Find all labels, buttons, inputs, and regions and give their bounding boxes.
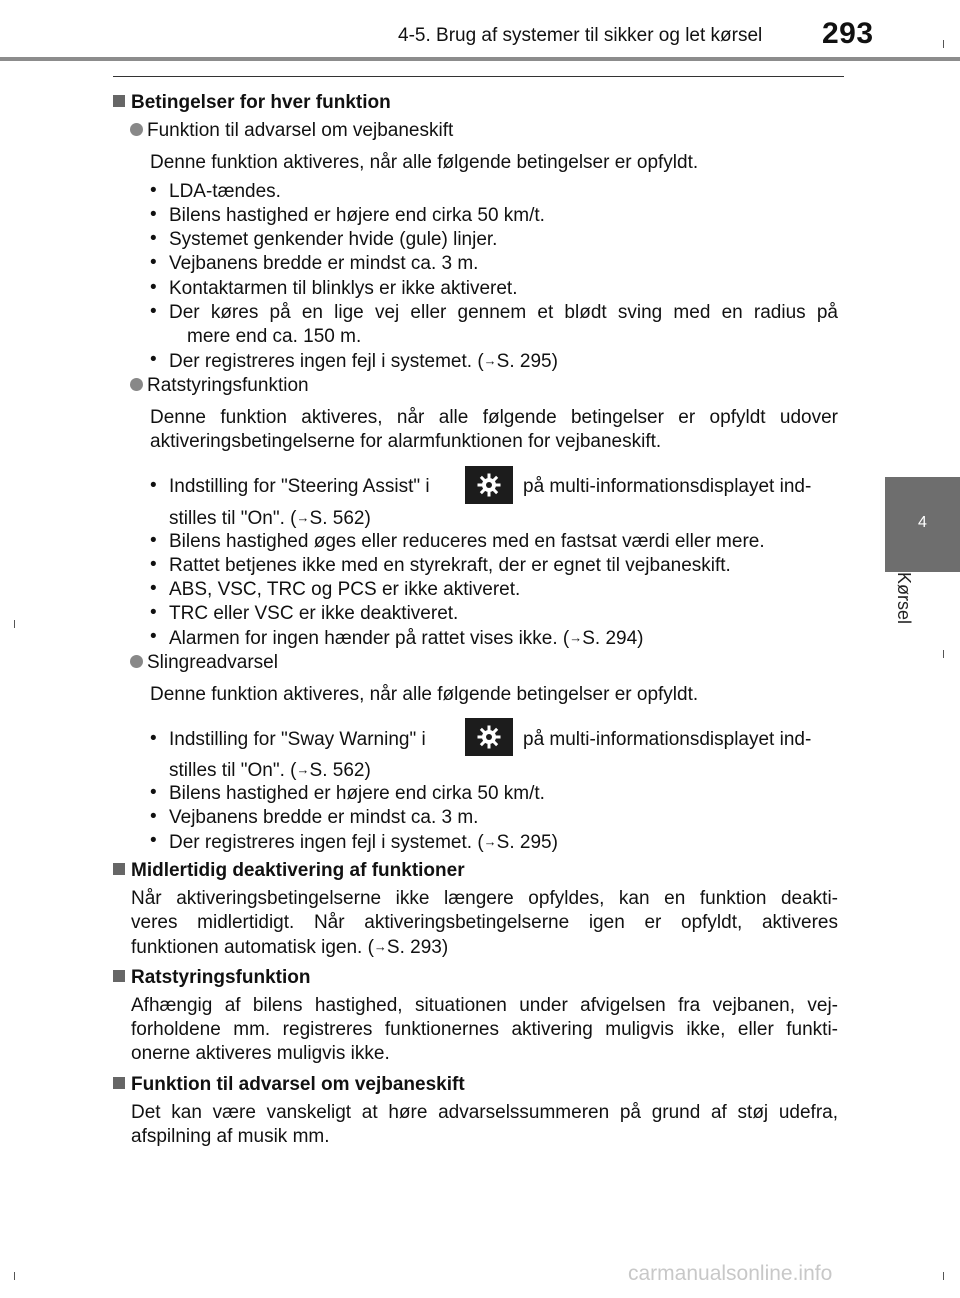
bullet: •: [150, 578, 157, 599]
heading-conditions: [113, 91, 391, 115]
chapter-label: [893, 572, 923, 652]
list-item-text: Indstilling for "Steering Assist" i: [169, 476, 430, 497]
list-item: LDA-tændes.: [169, 181, 281, 202]
list-item: Systemet genkender hvide (gule) linjer.: [169, 229, 498, 250]
heading-steering-function: [113, 966, 310, 990]
section-title: 4-5. Brug af systemer til sikker og let kørsel: [398, 25, 763, 46]
page-number: 293: [822, 17, 874, 50]
content-rule: [113, 76, 844, 77]
paragraph: Denne funktion aktiveres, når alle følgende betingelser er opfyldt.: [150, 684, 699, 705]
list-item: Vejbanens bredde er mindst ca. 3 m.: [169, 253, 479, 274]
square-bullet-icon: [113, 970, 125, 982]
heading-temporary-deactivation: [113, 859, 465, 883]
heading-text: Ratstyringsfunktion: [131, 967, 311, 988]
list-item: Bilens hastighed er højere end cirka 50 km/t.: [169, 783, 545, 804]
list-item-text: stilles til "On". (: [169, 760, 297, 781]
settings-gear-icon: [465, 466, 513, 504]
list-item-text: Der registreres ingen fejl i systemet. (: [169, 832, 484, 853]
bullet: •: [150, 180, 157, 201]
heading-lane-departure-warning: [113, 1073, 465, 1097]
paragraph-line: afspilning af musik mm.: [131, 1126, 330, 1147]
arrow-right-icon: →: [483, 353, 497, 368]
gear-icon: [476, 472, 502, 498]
list-item-text: Der registreres ingen fejl i systemet. (: [169, 351, 484, 372]
list-item: [169, 830, 558, 855]
paragraph-line: veres midlertidigt. Når aktiveringsbetingelserne igen er opfyldt, aktiveres: [131, 912, 838, 933]
square-bullet-icon: [113, 1077, 125, 1089]
list-item: Vejbanens bredde er mindst ca. 3 m.: [169, 807, 479, 828]
list-item: Bilens hastighed øges eller reduceres med en fastsat værdi eller mere.: [169, 531, 765, 552]
paragraph-line: Det kan være vanskeligt at høre advarselssummeren på grund af støj udefra,: [131, 1102, 838, 1123]
heading-text: Midlertidig deaktivering af funktioner: [131, 860, 465, 881]
crop-mark: [943, 650, 944, 658]
arrow-right-icon: →: [483, 834, 497, 849]
bullet: •: [150, 349, 157, 370]
settings-gear-icon: [465, 718, 513, 756]
list-item-text: Indstilling for "Sway Warning" i: [169, 729, 426, 750]
bullet: •: [150, 554, 157, 575]
subheading-steering: [130, 374, 309, 398]
page-reference[interactable]: S. 293): [386, 937, 449, 958]
paragraph-line: onerne aktiveres muligvis ikke.: [131, 1043, 390, 1064]
heading-text: Funktion til advarsel om vejbaneskift: [131, 1074, 465, 1095]
list-item: [169, 626, 644, 651]
page-reference[interactable]: S. 295): [496, 832, 558, 853]
list-item: Rattet betjenes ikke med en styrekraft, der er egnet til vejbaneskift.: [169, 555, 731, 576]
bullet: •: [150, 530, 157, 551]
list-item-text: Alarmen for ingen hænder på rattet vises ikke. (: [169, 628, 570, 649]
arrow-right-icon: →: [296, 762, 310, 777]
list-item-continuation: [169, 506, 371, 531]
bullet: •: [150, 228, 157, 249]
page-reference[interactable]: S. 294): [582, 628, 644, 649]
paragraph-line: [131, 935, 448, 960]
circle-bullet-icon: [130, 655, 143, 668]
arrow-right-icon: →: [373, 939, 387, 954]
bullet: •: [150, 830, 157, 851]
bullet: •: [150, 626, 157, 647]
chapter-number: 4: [918, 514, 927, 531]
bullet: •: [150, 252, 157, 273]
watermark: carmanualsonline.info: [628, 1262, 833, 1285]
page-reference[interactable]: S. 562): [309, 760, 371, 781]
paragraph-line: Når aktiveringsbetingelserne ikke længere opfyldes, kan en funktion deakti-: [131, 888, 838, 909]
bullet: •: [150, 277, 157, 298]
gear-icon: [476, 724, 502, 750]
bullet: •: [150, 301, 157, 322]
arrow-right-icon: →: [296, 510, 310, 525]
subheading-text: Slingreadvarsel: [147, 652, 278, 673]
chapter-tab: [885, 477, 960, 572]
bullet: •: [150, 475, 157, 496]
subheading-text: Ratstyringsfunktion: [147, 375, 309, 396]
crop-mark: [14, 620, 15, 628]
list-item: Kontaktarmen til blinklys er ikke aktiveret.: [169, 278, 518, 299]
paragraph-line: forholdene mm. registreres funktionernes aktivering muligvis ikke, eller funkti-: [131, 1019, 838, 1040]
list-item: Bilens hastighed er højere end cirka 50 km/t.: [169, 205, 545, 226]
paragraph: Denne funktion aktiveres, når alle følgende betingelser er opfyldt udover: [150, 407, 838, 428]
list-item: ABS, VSC, TRC og PCS er ikke aktiveret.: [169, 579, 521, 600]
bullet: •: [150, 728, 157, 749]
square-bullet-icon: [113, 95, 125, 107]
list-item-continuation: mere end ca. 150 m.: [187, 326, 362, 347]
list-item-text: på multi-informationsdisplayet ind-: [523, 729, 812, 750]
page-reference[interactable]: S. 562): [309, 508, 371, 529]
subheading-sway-warning: [130, 651, 278, 675]
list-item: Der køres på en lige vej eller gennem et blødt sving med en radius på: [169, 302, 838, 323]
chapter-label-text: Kørsel: [894, 572, 914, 625]
paragraph: aktiveringsbetingelserne for alarmfunktionen for vejbaneskift.: [150, 431, 662, 452]
circle-bullet-icon: [130, 378, 143, 391]
crop-mark: [14, 1272, 15, 1280]
square-bullet-icon: [113, 863, 125, 875]
circle-bullet-icon: [130, 123, 143, 136]
crop-mark: [943, 40, 944, 48]
subheading-text: Funktion til advarsel om vejbaneskift: [147, 120, 454, 141]
header-rule: [0, 57, 960, 61]
page-reference[interactable]: S. 295): [496, 351, 558, 372]
list-item-continuation: [169, 758, 371, 783]
bullet: •: [150, 204, 157, 225]
list-item: TRC eller VSC er ikke deaktiveret.: [169, 603, 459, 624]
subheading-lane-departure: [130, 119, 453, 143]
bullet: •: [150, 782, 157, 803]
list-item-text: stilles til "On". (: [169, 508, 297, 529]
arrow-right-icon: →: [569, 630, 583, 645]
list-item-text: på multi-informationsdisplayet ind-: [523, 476, 812, 497]
bullet: •: [150, 602, 157, 623]
heading-text: Betingelser for hver funktion: [131, 92, 391, 113]
bullet: •: [150, 806, 157, 827]
paragraph-line: Afhængig af bilens hastighed, situationen under afvigelsen fra vejbanen, vej-: [131, 995, 838, 1016]
list-item: [169, 349, 558, 374]
paragraph: Denne funktion aktiveres, når alle følgende betingelser er opfyldt.: [150, 152, 699, 173]
paragraph-text: funktionen automatisk igen. (: [131, 937, 374, 958]
crop-mark: [943, 1272, 944, 1280]
